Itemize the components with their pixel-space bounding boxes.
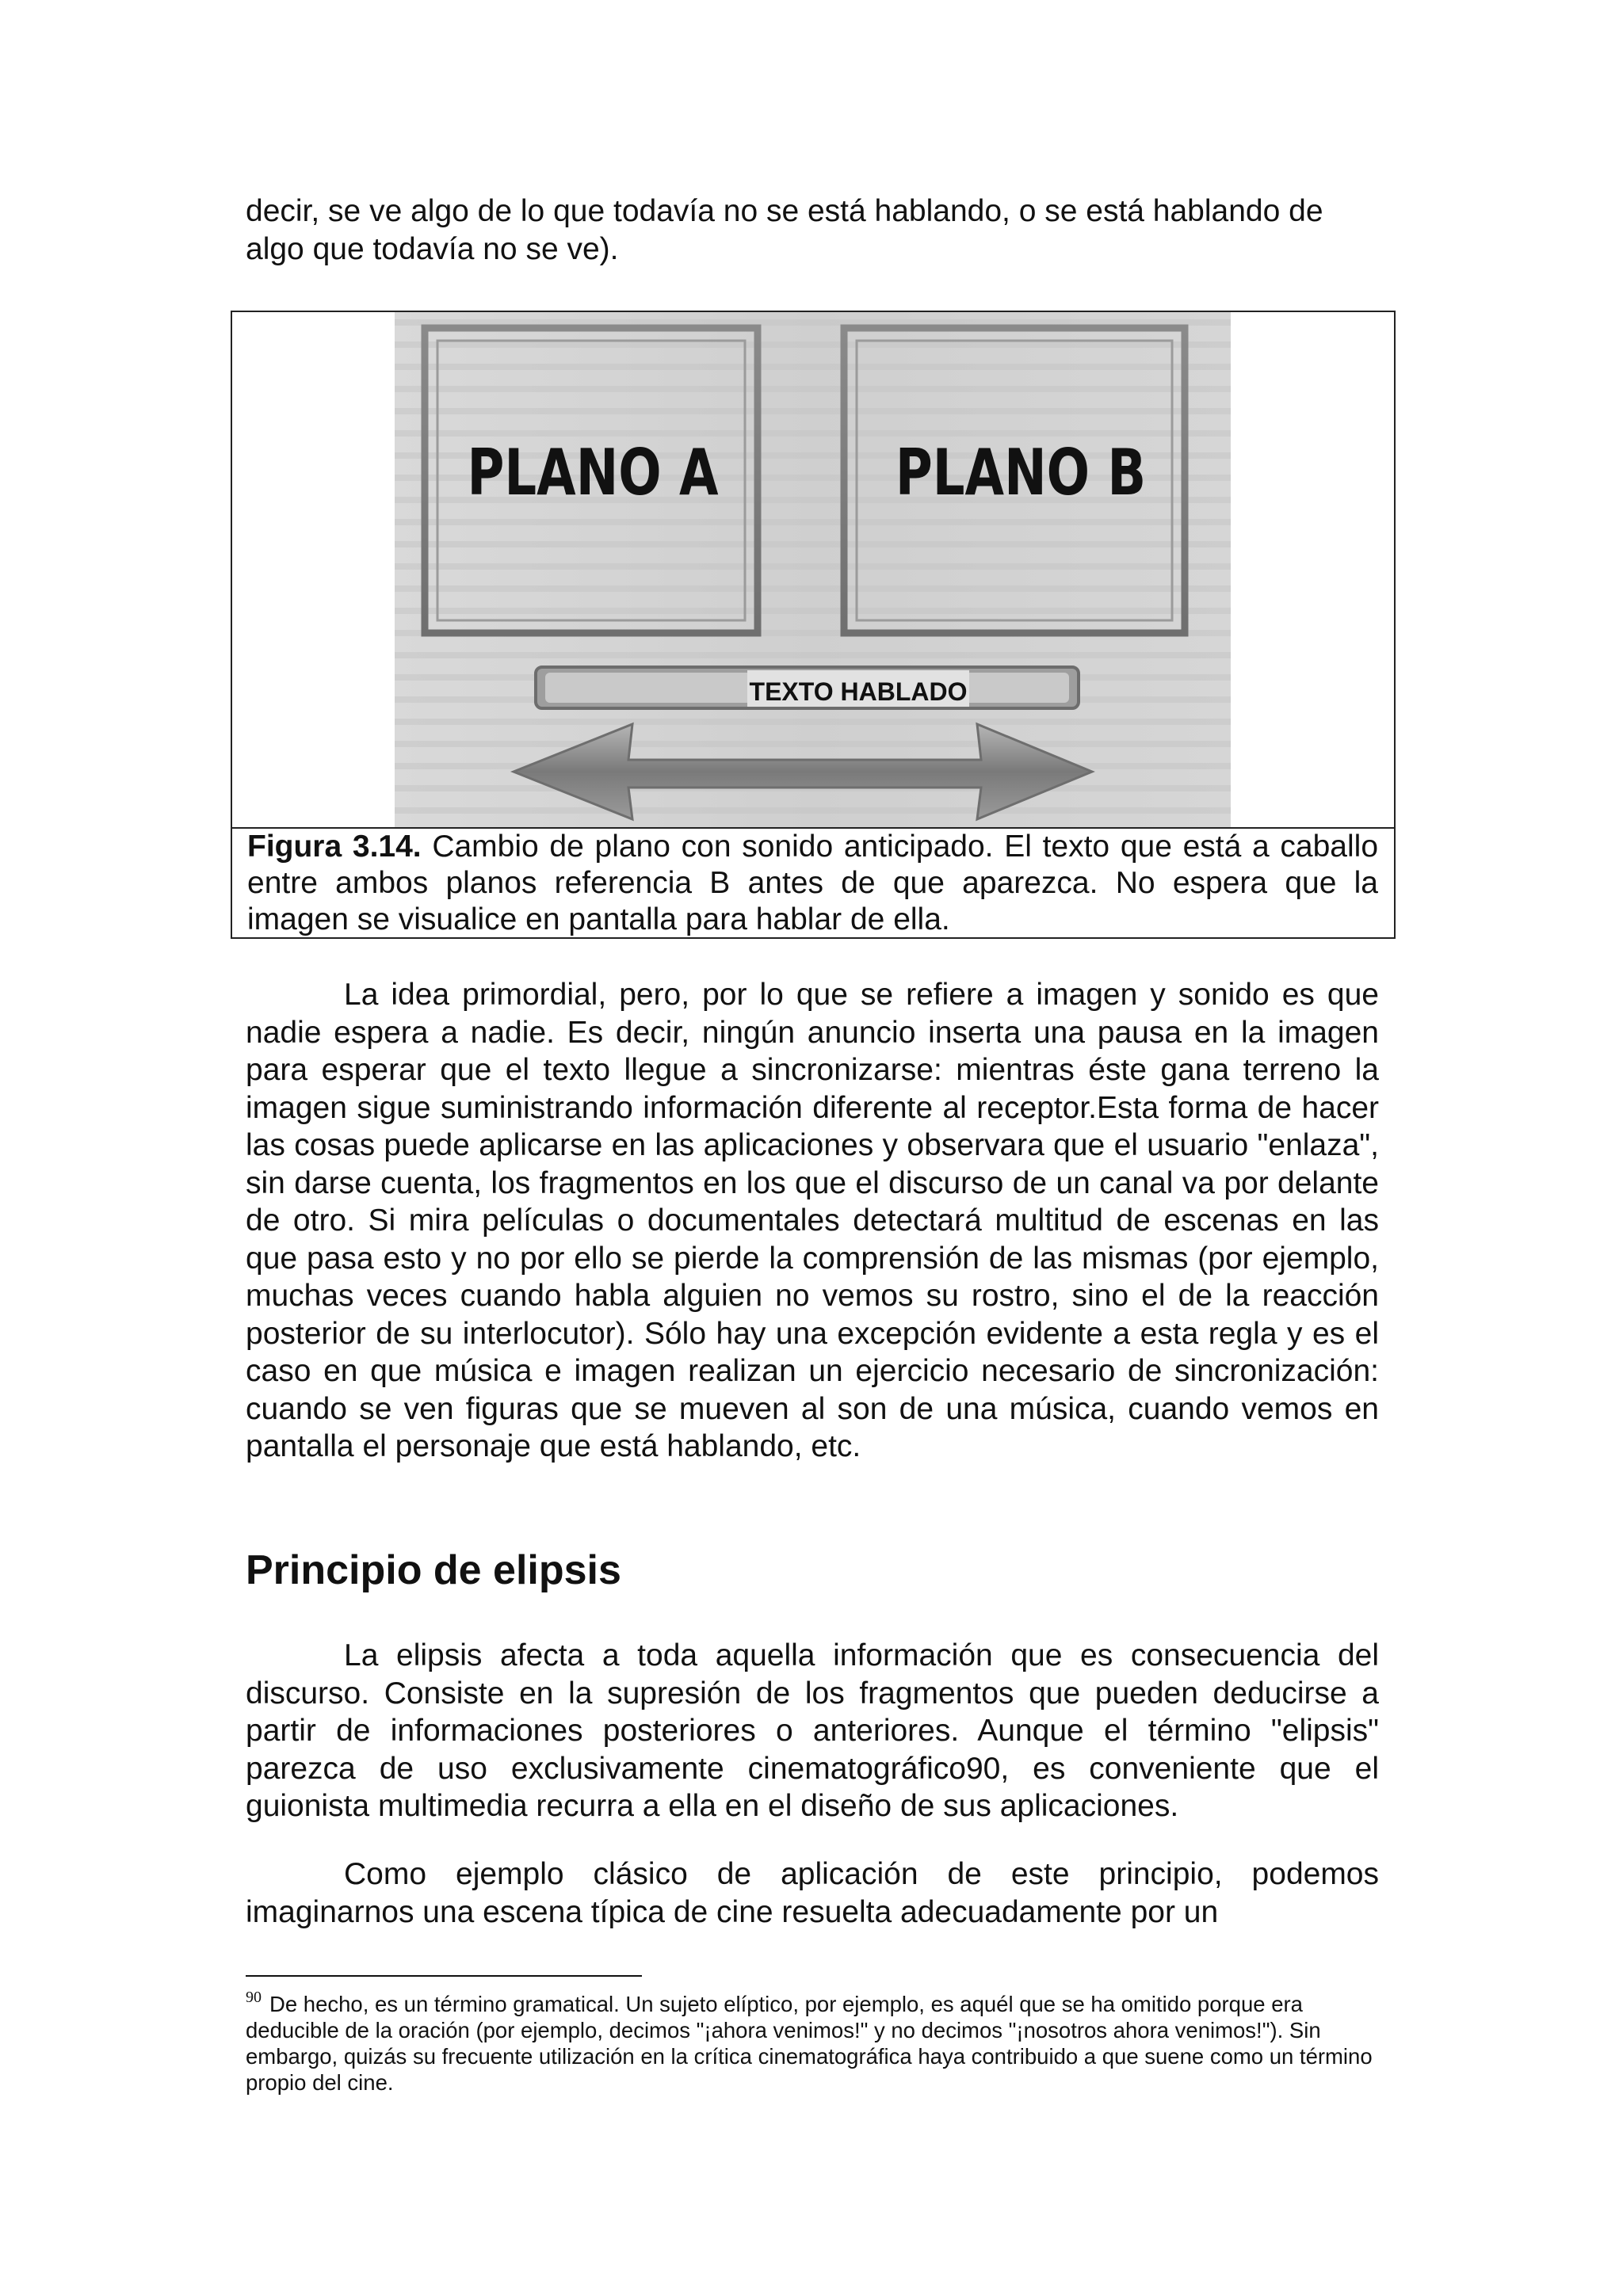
figure-image [395,312,1231,827]
footnote-text: De hecho, es un término gramatical. Un sujeto elíptico, por ejemplo, es aquél que se ha omitido porque era deducible de la oración (por ejemplo, decimos "¡ahora venimos!" y no decimos "¡nosotros ahora venimos!"). Sin embargo, quizás su frecuente utilización en la crítica cinematográfica haya contribuido a que suene como un término propio del cine. [246,1992,1373,2095]
footnote [246,1985,1379,2096]
plano-b-label: PLANO B [895,437,1147,510]
caption-label: Figura 3.14. [247,830,422,864]
faded-text-lines [395,312,1231,827]
plano-a-label: PLANO A [467,437,719,510]
figure-caption [247,829,1378,938]
figure-3-14 [231,311,1396,939]
body-paragraph: La elipsis afecta a toda aquella información que es consecuencia del discurso. Consiste en la supresión de los fragmentos que pueden deducirse a partir de informaciones posteriores o anteriores. Aunque el término "elipsis" parezca de uso exclusivamente cinematográfico90, es conveniente que el guionista multimedia recurra a ella en el diseño de sus aplicaciones. [246,1638,1379,1823]
footnote-number: 90 [246,1989,262,2006]
body-paragraph: Como ejemplo clásico de aplicación de este principio, podemos imaginarnos una escena típica de cine resuelta adecuadamente por un [246,1857,1379,1929]
caption-text: Cambio de plano con sonido anticipado. El texto que está a caballo entre ambos planos referencia B antes de que aparezca. No espera que la imagen se visualice en pantalla para hablar de ella. [247,830,1379,936]
texto-hablado-label: TEXTO HABLADO [749,677,968,706]
body-paragraph: La idea primordial, pero, por lo que se refiere a imagen y sonido es que nadie espera a nadie. Es decir, ningún anuncio inserta una pausa en la imagen para esperar que el texto llegue a sincronizarse: mientras éste gana terreno la imagen sigue suministrando información diferente al receptor.Esta forma de hacer las cosas puede aplicarse en las aplicaciones y observara que el usuario "enlaza", sin darse cuenta, los fragmentos en los que el discurso de un canal va por delante de otro. Si mira películas o documentales detectará multitud de escenas en las que pasa esto y no por ello se pierde la comprensión de las mismas (por ejemplo, muchas veces cuando habla alguien no vemos su rostro, sino el de la reacción posterior de su interlocutor). Sólo hay una excepción evidente a esta regla y es el caso en que música e imagen realizan un ejercicio necesario de sincronización: cuando se ven figuras que se mueven al son de una música, cuando vemos en pantalla el personaje que está hablando, etc. [246,978,1379,1463]
intro-paragraph: decir, se ve algo de lo que todavía no se está hablando, o se está hablando de algo que todavía no se ve). [246,194,1323,266]
footnote-separator [246,1975,642,1977]
section-heading: Principio de elipsis [246,1547,621,1593]
